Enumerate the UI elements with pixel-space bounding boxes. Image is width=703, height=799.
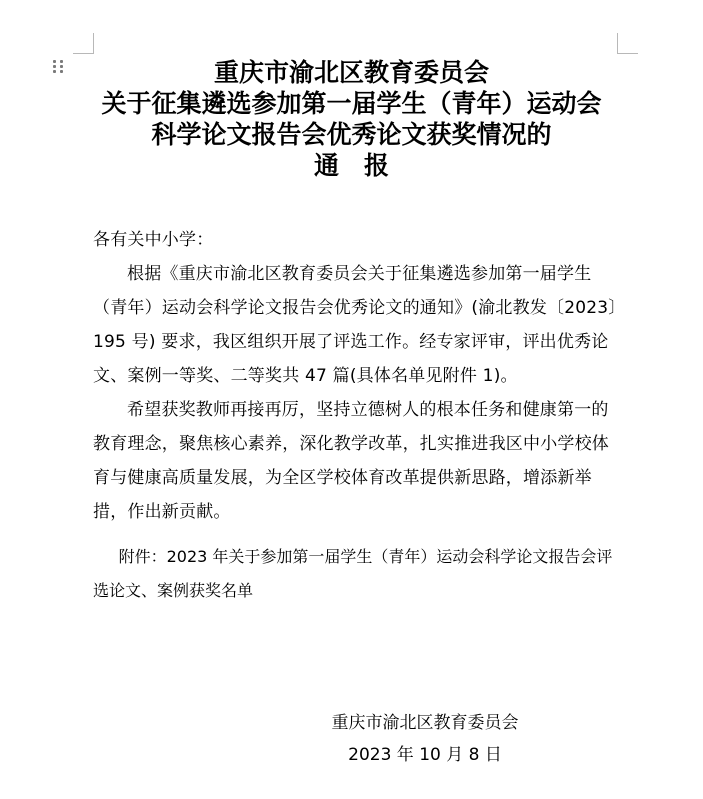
paragraph-1: 根据《重庆市渝北区教育委员会关于征集遴选参加第一届学生（青年）运动会科学论文报告会优秀论文的通知》(渝北教发〔2023〕195 号) 要求，我区组织开展了评选工作。经专家评审，评出优秀论文、案例一等奖、二等奖共 47 篇(具体名单见附件 1)。 bbox=[93, 264, 617, 386]
title-line-4: 通 报 bbox=[313, 151, 389, 180]
signature-org: 重庆市渝北区教育委员会 bbox=[331, 713, 519, 733]
title-line-2: 关于征集遴选参加第一届学生（青年）运动会 bbox=[101, 89, 602, 118]
title-line-3: 科学论文报告会优秀论文获奖情况的 bbox=[151, 120, 552, 149]
title-line-1: 重庆市渝北区教育委员会 bbox=[213, 58, 489, 87]
signature-block bbox=[300, 707, 550, 771]
salutation: 各有关中小学： bbox=[93, 230, 214, 250]
page-corner-mark-top-right bbox=[617, 33, 638, 54]
paragraph-2: 希望获奖教师再接再厉，坚持立德树人的根本任务和健康第一的教育理念，聚焦核心素养，深化教学改革，扎实推进我区中小学校体育与健康高质量发展，为全区学校体育改革提供新思路，增添新举措，作出新贡献。 bbox=[93, 400, 609, 522]
attachment-text: 附件：2023 年关于参加第一届学生（青年）运动会科学论文报告会评选论文、案例获奖名单 bbox=[93, 547, 613, 600]
attachment-note bbox=[93, 540, 628, 608]
signature-date: 2023 年 10 月 8 日 bbox=[348, 745, 502, 765]
document-title bbox=[0, 57, 703, 181]
page-corner-mark-top-left bbox=[73, 33, 94, 54]
document-body bbox=[93, 223, 623, 529]
